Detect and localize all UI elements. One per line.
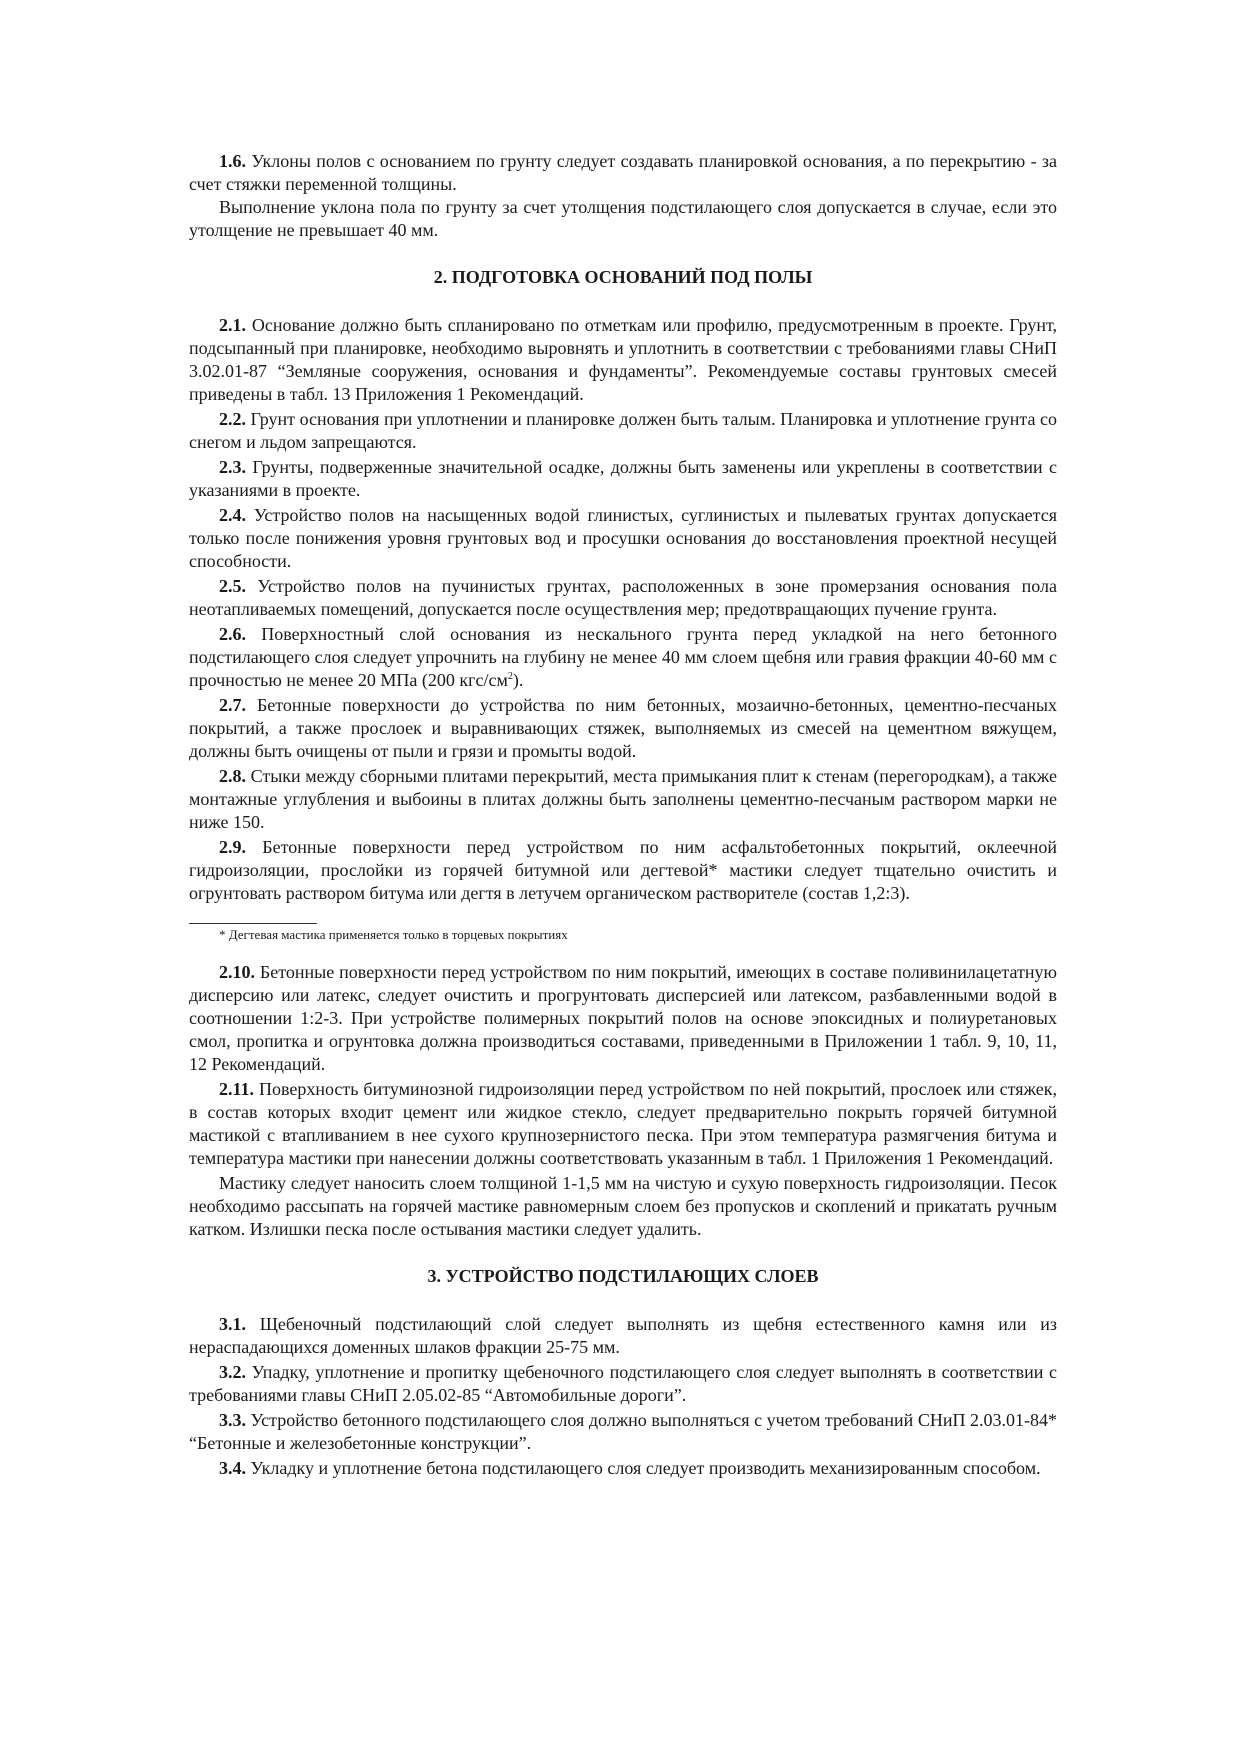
paragraph-3-4 xyxy=(189,1457,1057,1480)
footnote-divider xyxy=(189,923,317,924)
clause-number: 2.9. xyxy=(219,837,246,857)
paragraph-mastic: Мастику следует наносить слоем толщиной 1-1,5 мм на чистую и сухую поверхность гидроизоляции. Песок необходимо рассыпать на горячей мастике равномерным слоем без пропусков и скоплений и прикатать ручным катком. Излишки песка после остывания мастики следует удалить. xyxy=(189,1173,1057,1239)
clause-text: Поверхность битуминозной гидроизоляции перед устройством по ней покрытий, прослоек или стяжек, в состав которых входит цемент или жидкое стекло, следует предварительно покрыть горячей битумной мастикой с втапливанием в нее сухого крупнозернистого песка. При этом температура размягчения битума и температура мастики при нанесении должны соответствовать указанным в табл. 1 Приложения 1 Рекомендаций. xyxy=(189,1079,1057,1168)
document-page xyxy=(189,150,1057,1480)
clause-text: Укладку и уплотнение бетона подстилающего слоя следует производить механизированным способом. xyxy=(246,1458,1041,1478)
footnote: * Дегтевая мастика применяется только в торцевых покрытиях xyxy=(219,927,568,942)
paragraph-2-6 xyxy=(189,623,1057,692)
clause-text: Щебеночный подстилающий слой следует выполнять из щебня естественного камня или из нераспадающихся доменных шлаков фракции 25-75 мм. xyxy=(189,1314,1057,1357)
paragraph-2-3 xyxy=(189,456,1057,502)
clause-text: Устройство полов на насыщенных водой глинистых, суглинистых и пылеватых грунтах допускается только после понижения уровня грунтовых вод и просушки основания до восстановления проектной несущей способности. xyxy=(189,505,1057,571)
clause-number: 3.1. xyxy=(219,1314,246,1334)
section-heading-2: 2. ПОДГОТОВКА ОСНОВАНИЙ ПОД ПОЛЫ xyxy=(433,267,813,287)
paragraph-2-7 xyxy=(189,694,1057,763)
clause-number: 2.7. xyxy=(219,695,246,715)
clause-text: Поверхностный слой основания из нескального грунта перед укладкой на него бетонного подстилающего слоя следует упрочнить на глубину не менее 40 мм слоем щебня или гравия фракции 40-60 мм с прочностью не менее 20 МПа (200 кгс/см xyxy=(189,624,1057,690)
clause-number: 3.4. xyxy=(219,1458,246,1478)
paragraph-2-10 xyxy=(189,961,1057,1076)
clause-text: Бетонные поверхности перед устройством по ним покрытий, имеющих в составе поливинилацетатную дисперсию или латекс, следует очистить и прогрунтовать дисперсией или латексом, разбавленными водой в соотношении 1:2-3. При устройстве полимерных покрытий полов на основе эпоксидных и полиуретановых смол, пропитка и огрунтовка должна производиться составами, приведенными в Приложении 1 табл. 9, 10, 11, 12 Рекомендаций. xyxy=(189,962,1057,1074)
clause-number: 2.2. xyxy=(219,409,246,429)
clause-text: Грунт основания при уплотнении и планировке должен быть талым. Планировка и уплотнение грунта со снегом и льдом запрещаются. xyxy=(189,409,1057,452)
clause-number: 2.3. xyxy=(219,457,246,477)
clause-number: 3.2. xyxy=(219,1362,246,1382)
paragraph-2-4 xyxy=(189,504,1057,573)
paragraph-2-8 xyxy=(189,765,1057,834)
clause-number: 2.4. xyxy=(219,505,246,525)
paragraph-2-2 xyxy=(189,408,1057,454)
clause-text: Уклоны полов с основанием по грунту следует создавать планировкой основания, а по перекрытию - за счет стяжки переменной толщины. xyxy=(189,151,1057,194)
clause-number: 1.6. xyxy=(219,151,246,171)
paragraph-3-2 xyxy=(189,1361,1057,1407)
paragraph-2-9 xyxy=(189,836,1057,905)
paragraph-3-1 xyxy=(189,1313,1057,1359)
superscript: 2 xyxy=(507,671,513,682)
clause-text: Грунты, подверженные значительной осадке, должны быть заменены или укреплены в соответствии с указаниями в проекте. xyxy=(189,457,1057,500)
clause-number: 2.6. xyxy=(219,624,246,644)
clause-text: Устройство полов на пучинистых грунтах, расположенных в зоне промерзания основания пола неотапливаемых помещений, допускается после осуществления мер; предотвращающих пучение грунта. xyxy=(189,576,1057,619)
clause-number: 3.3. xyxy=(219,1410,246,1430)
paragraph-2-5 xyxy=(189,575,1057,621)
clause-text: Бетонные поверхности до устройства по ним бетонных, мозаично-бетонных, цементно-песчаных покрытий, а также прослоек и выравнивающих стяжек, выполняемых из смесей на цементном вяжущем, должны быть очищены от пыли и грязи и промыты водой. xyxy=(189,695,1057,761)
paragraph-3-3 xyxy=(189,1409,1057,1455)
clause-text: Упадку, уплотнение и пропитку щебеночного подстилающего слоя следует выполнять в соответствии с требованиями главы СНиП 2.05.02-85 “Автомобильные дороги”. xyxy=(189,1362,1057,1405)
paragraph-2-11 xyxy=(189,1078,1057,1170)
clause-number: 2.10. xyxy=(219,962,255,982)
clause-text: Стыки между сборными плитами перекрытий, места примыкания плит к стенам (перегородкам), а также монтажные углубления и выбоины в плитах должны быть заполнены цементно-песчаным раствором марки не ниже 150. xyxy=(189,766,1057,832)
paragraph-1-6 xyxy=(189,150,1057,196)
clause-text: Основание должно быть спланировано по отметкам или профилю, предусмотренным в проекте. Грунт, подсыпанный при планировке, необходимо выровнять и уплотнить в соответствии с требованиями главы СНиП 3.02.01-87 “Земляные сооружения, основания и фундаменты”. Рекомендуемые составы грунтовых смесей приведены в табл. 13 Приложения 1 Рекомендаций. xyxy=(189,315,1057,404)
clause-number: 2.1. xyxy=(219,315,246,335)
clause-number: 2.5. xyxy=(219,576,246,596)
paragraph-2-1 xyxy=(189,314,1057,406)
clause-number: 2.8. xyxy=(219,766,246,786)
section-heading-3: 3. УСТРОЙСТВО ПОДСТИЛАЮЩИХ СЛОЕВ xyxy=(427,1266,819,1286)
clause-tail: ). xyxy=(512,670,524,690)
paragraph-1-6-cont: Выполнение уклона пола по грунту за счет утолщения подстилающего слоя допускается в случае, если это утолщение не превышает 40 мм. xyxy=(189,197,1057,240)
clause-number: 2.11. xyxy=(219,1079,255,1099)
clause-text: Устройство бетонного подстилающего слоя должно выполняться с учетом требований СНиП 2.03.01-84* “Бетонные и железобетонные конструкции”. xyxy=(189,1410,1057,1453)
clause-text: Бетонные поверхности перед устройством по ним асфальтобетонных покрытий, оклеечной гидроизоляции, прослойки из горячей битумной или дегтевой* мастики следует тщательно очистить и огрунтовать раствором битума или дегтя в летучем органическом растворителе (состав 1,2:3). xyxy=(189,837,1057,903)
